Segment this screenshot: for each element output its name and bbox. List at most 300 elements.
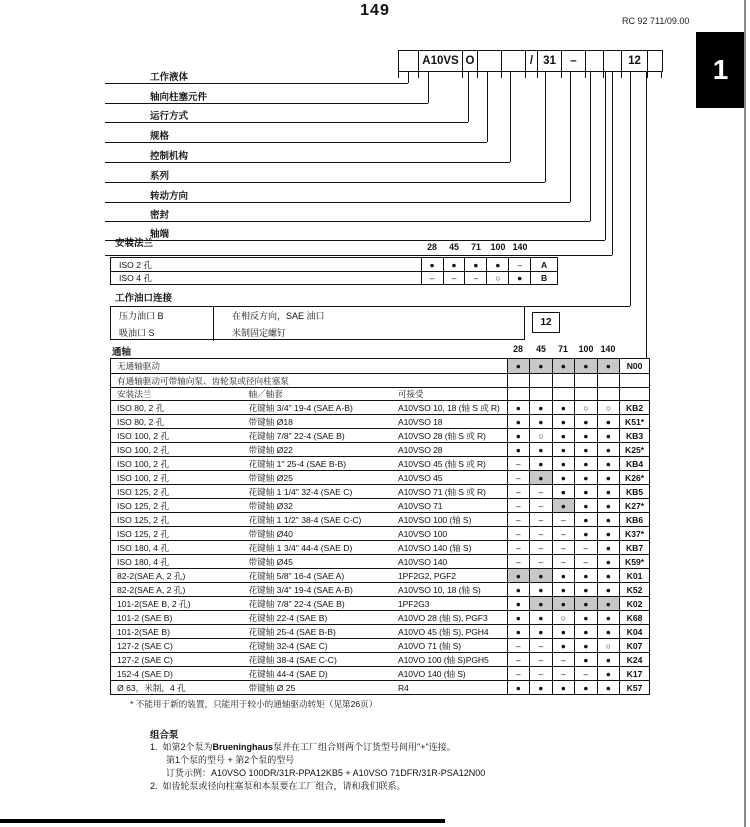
cell-shaft: 花键轴 5/8" 16-4 (SAE A) [248,570,345,581]
availability-cell: – [507,471,530,484]
cell-shaft: 花键轴 3/4" 19-4 (SAE A-B) [248,402,353,413]
availability-cell: – [421,272,443,284]
connector-vline [630,72,631,306]
cell-shaft: 花键轴 7/8" 22-4 (SAE B) [248,598,345,609]
code-cell-right: A [530,258,557,271]
availability-cell: ● [597,429,620,442]
availability-cell: ● [597,625,620,638]
cell-accepts: A10VSO 10, 18 (轴 S) [397,584,481,595]
code-label: 轴向柱塞元件 [150,92,208,103]
availability-cell: – [507,527,530,540]
code-label: 密封 [150,210,170,221]
availability-cell [574,388,597,400]
availability-cell: ● [574,359,597,373]
availability-cell: ● [574,471,597,484]
availability-cell: ● [574,625,597,638]
connector-hline [105,221,590,222]
availability-cell: ● [552,443,575,456]
availability-cell: ○ [574,401,597,414]
availability-cell [552,374,575,387]
cell-shaft: 带键轴 Ø 25 [248,682,296,693]
connector-vline [510,72,511,162]
order-code-cell: / [526,51,538,71]
page-number: 149 [360,2,390,19]
connector-vline [603,72,604,78]
cell-shaft: 花键轴 25-4 (SAE B-B) [248,626,336,637]
cell-flange: 82-2(SAE A, 2 孔) [117,570,186,581]
availability-cell: ● [597,415,620,428]
availability-cell: ● [486,258,508,271]
availability-cell: ● [507,359,530,373]
cell-shaft: 带键轴 Ø40 [248,528,293,539]
table-row [111,498,649,512]
connector-vline [477,72,478,78]
availability-cell: – [529,527,552,540]
cell-accepts: A10VSO 45 (轴 S 或 R) [397,458,486,469]
size-header: 100 [578,344,594,354]
cell-shaft: 花键轴 22-4 (SAE B) [248,612,328,623]
connector-vline [570,72,571,202]
code-cell-right: K57 [619,681,649,694]
availability-cell: – [552,513,575,526]
note-number: 1. [150,742,158,752]
availability-cell: – [529,513,552,526]
note-text: 泵并在工厂组合则两个订货型号间用"+"连接。 [273,742,456,752]
connector-vline [661,72,662,78]
page-right-border [744,0,746,827]
availability-cell: ● [529,597,552,610]
row-label: 无通轴驱动 [117,361,160,371]
availability-cell: ● [597,555,620,568]
cell-flange: ISO 180, 4 孔 [117,542,170,553]
size-header: 100 [490,242,506,252]
availability-cell: – [508,258,530,271]
availability-cell: – [574,541,597,554]
availability-cell: ● [507,443,530,456]
availability-cell: – [507,513,530,526]
cell-accepts: A10VSO 45 [397,472,443,483]
connector-vline [605,72,606,240]
table-row [111,271,557,284]
availability-cell: ● [597,681,620,694]
section-title-service-ports: 工作油口连接 [115,293,173,304]
table-row [111,470,649,484]
availability-cell: ● [552,597,575,610]
code-cell-right [619,374,649,387]
cell-flange: ISO 100, 2 孔 [117,458,170,469]
code-label: 转动方向 [150,191,189,202]
code-cell-right: K37* [619,527,649,540]
connector-vline [468,72,469,122]
table-row [111,610,649,624]
availability-cell: ● [597,569,620,582]
order-code-cell: A10VS [419,51,463,71]
availability-cell: ● [552,471,575,484]
availability-cell: ● [597,667,620,680]
cell-accepts: A10VSO 28 [397,444,443,455]
table-footnote: * 不能用于新的装置，只能用于较小的通轴驱动转矩（见第26页） [130,699,378,709]
cell-accepts: A10VO 28 (轴 S), PGF3 [397,612,488,623]
availability-cell: – [507,457,530,470]
flange-label: ISO 4 孔 [119,273,152,283]
port-description: 米制固定螺钉 [213,324,286,341]
cell-flange: Ø 63，米制，4 孔 [117,682,186,693]
code-cell-right: K52 [619,583,649,596]
cell-accepts: 1PF2G2, PGF2 [397,570,456,581]
cell-flange: ISO 125, 2 孔 [117,500,170,511]
availability-cell: ● [552,569,575,582]
availability-cell: – [529,499,552,512]
table-row [111,554,649,568]
availability-cell: – [529,653,552,666]
availability-cell: – [574,555,597,568]
availability-cell: ● [597,611,620,624]
table-row [111,568,649,582]
availability-cell: – [507,667,530,680]
availability-cell [597,388,620,400]
cell-shaft: 花键轴 1 3/4" 44-4 (SAE D) [248,542,353,553]
cell-shaft: 带键轴 Ø25 [248,472,293,483]
availability-cell: ● [597,513,620,526]
availability-cell: ● [552,457,575,470]
availability-cell: ● [529,401,552,414]
availability-cell: ● [552,359,575,373]
table-row [111,582,649,596]
cell-flange: ISO 80, 2 孔 [117,402,165,413]
availability-cell: ● [552,415,575,428]
availability-cell [529,388,552,400]
flange-label: ISO 2 孔 [119,259,152,270]
availability-cell: ● [552,499,575,512]
cell-shaft: 花键轴 1" 25-4 (SAE B-B) [248,458,347,469]
availability-cell: – [507,555,530,568]
availability-cell: ● [574,527,597,540]
availability-cell: ● [552,639,575,652]
availability-cell: ● [552,681,575,694]
availability-cell: ○ [597,639,620,652]
cell-accepts: A10VO 100 (轴 S)PGH5 [397,654,489,665]
availability-cell: ● [529,625,552,638]
code-cell-right: K17 [619,667,649,680]
cell-flange: ISO 80, 2 孔 [117,416,165,427]
order-code-cell [648,51,662,71]
note-line [150,740,456,753]
size-header: 71 [471,242,481,252]
availability-cell: ● [574,485,597,498]
availability-cell: ● [507,569,530,582]
cell-shaft: 带键轴 Ø18 [248,416,293,427]
code-cell-right [619,388,649,400]
cell-shaft: 花键轴 44-4 (SAE D) [248,668,328,679]
availability-cell: ● [529,583,552,596]
availability-cell: ● [597,443,620,456]
cell-flange: 安装法兰 [117,389,152,399]
port-description: 在相反方向，SAE 油口 [213,307,325,324]
cell-flange: 82-2(SAE A, 2 孔) [117,584,186,595]
availability-cell: ● [552,429,575,442]
availability-cell: – [552,541,575,554]
code-cell-right: K51* [619,415,649,428]
availability-cell: ● [574,513,597,526]
size-header: 71 [558,344,568,354]
order-code-cell: 31 [538,51,562,71]
connector-hline [105,103,428,104]
cell-accepts: A10VSO 10, 18 (轴 S 或 R) [397,402,500,413]
note-text: 订货示例：A10VSO 100DR/31R-PPA12KB5 + A10VSO 71DFR/31R-PSA12N00 [166,768,486,778]
availability-cell: – [464,272,486,284]
table-row [111,624,649,638]
availability-cell: ● [507,681,530,694]
availability-cell: ● [421,258,443,271]
connector-vline [590,72,591,221]
table-row [111,512,649,526]
size-header: 140 [512,242,528,252]
code-cell-right: K27* [619,499,649,512]
availability-cell: ● [574,681,597,694]
availability-cell: ○ [597,401,620,414]
availability-cell: ● [508,272,530,284]
code-cell-right: KB5 [619,485,649,498]
ports-code-box: 12 [532,312,560,333]
availability-cell: – [507,541,530,554]
connector-hline [105,162,510,163]
availability-cell: – [529,555,552,568]
note-number: 2. [150,781,158,791]
code-label: 工作液体 [150,72,189,83]
availability-cell: ● [529,443,552,456]
availability-cell: – [552,667,575,680]
size-header: 140 [600,344,616,354]
note-line [166,766,485,779]
cell-flange: 101-2 (SAE B) [117,612,173,623]
cell-accepts: 1PF2G3 [397,598,430,609]
connector-vline [398,72,399,78]
availability-cell: ○ [552,611,575,624]
cell-shaft: 带键轴 Ø45 [248,556,293,567]
table-row [111,258,557,271]
connector-vline [525,72,526,78]
availability-cell: ● [552,583,575,596]
code-cell-right: K68 [619,611,649,624]
page-bottom-bar [0,819,445,823]
availability-cell: ● [552,485,575,498]
cell-accepts: A10VSO 71 [397,500,443,511]
cell-accepts: 可接受 [397,389,424,399]
code-cell-right: KB4 [619,457,649,470]
table-row [111,484,649,498]
cell-flange: 127-2 (SAE C) [117,654,173,665]
availability-cell: ● [507,415,530,428]
cell-accepts: R4 [397,682,409,693]
size-header: 45 [536,344,546,354]
cell-flange: ISO 100, 2 孔 [117,430,170,441]
availability-cell: ○ [486,272,508,284]
code-cell-right: KB3 [619,429,649,442]
chapter-tab-number: 1 [712,54,729,85]
availability-cell: ● [507,401,530,414]
service-port-row [111,307,524,324]
code-label: 轴端 [150,229,170,240]
doc-reference: RC 92 711/09.00 [622,16,690,26]
row-label: 有通轴驱动可带轴向泵、齿轮泵或径向柱塞泵 [117,375,289,386]
availability-cell: ● [574,611,597,624]
availability-cell [529,374,552,387]
order-code-cell [399,51,419,71]
cell-flange: ISO 125, 2 孔 [117,528,170,539]
cell-shaft: 花键轴 1 1/4" 32-4 (SAE C) [248,486,353,497]
availability-cell: ● [529,457,552,470]
order-code-cell [502,51,526,71]
size-header: 28 [513,344,523,354]
code-cell-right: K24 [619,653,649,666]
connector-vline [545,72,546,182]
connector-vline [501,72,502,78]
cell-accepts: A10VO 140 (轴 S) [397,668,466,679]
availability-cell: ● [597,499,620,512]
connector-vline [487,72,488,142]
table-row [111,400,649,414]
table-row [111,359,649,373]
availability-cell: ● [529,359,552,373]
combination-pumps-notes [150,727,690,807]
availability-cell: ● [597,541,620,554]
availability-cell: ● [574,583,597,596]
availability-cell: ● [574,457,597,470]
availability-cell: – [529,639,552,652]
availability-cell: ● [552,401,575,414]
cell-flange: ISO 125, 2 孔 [117,486,170,497]
cell-shaft: 轴／轴套 [248,389,283,399]
availability-cell: – [552,653,575,666]
connector-hline [525,306,630,307]
code-cell-right: K01 [619,569,649,582]
note-line [166,753,294,766]
availability-cell: ● [574,569,597,582]
availability-cell [507,374,530,387]
order-code-cell: O [463,51,478,71]
code-cell-right: K26* [619,471,649,484]
connector-hline [105,122,468,123]
cell-shaft: 花键轴 3/4" 19-4 (SAE A-B) [248,584,353,595]
availability-cell: ● [597,457,620,470]
cell-accepts: A10VSO 100 (轴 S) [397,514,472,525]
availability-cell: – [443,272,465,284]
port-name: 吸油口 S [119,327,155,338]
table-row [111,456,649,470]
availability-cell: – [552,555,575,568]
table-row [111,652,649,666]
code-cell-right: KB6 [619,513,649,526]
availability-cell: ● [552,625,575,638]
connector-hline [105,83,408,84]
table-row [111,387,649,400]
availability-cell: – [507,653,530,666]
mounting-flange-table [110,257,558,285]
availability-cell: ● [574,653,597,666]
cell-shaft: 花键轴 1 1/2" 38-4 (SAE C-C) [248,514,362,525]
cell-accepts: A10VSO 140 (轴 S) [397,542,472,553]
connector-vline [537,72,538,78]
availability-cell: ○ [529,429,552,442]
code-cell-right: K04 [619,625,649,638]
availability-cell: ● [529,611,552,624]
cell-accepts: A10VSO 140 [397,556,448,567]
connector-hline [105,255,612,256]
availability-cell [552,388,575,400]
order-code-cell: 12 [622,51,648,71]
cell-accepts: A10VSO 71 (轴 S 或 R) [397,486,486,497]
availability-cell: ● [597,485,620,498]
connector-vline [428,72,429,103]
availability-cell: ● [597,597,620,610]
table-row [111,526,649,540]
code-label: 系列 [150,171,170,182]
code-cell-right: KB7 [619,541,649,554]
availability-cell: ● [529,681,552,694]
availability-cell: ● [529,415,552,428]
availability-cell [507,388,530,400]
availability-cell: – [529,485,552,498]
note-text: 第1个泵的型号 + 第2个泵的型号 [166,755,295,765]
service-port-row [111,324,524,341]
connector-vline [621,72,622,78]
availability-cell: ● [529,569,552,582]
availability-cell: – [529,667,552,680]
availability-cell: – [529,541,552,554]
connector-hline [105,202,570,203]
note-text: Brueninghaus [212,742,274,752]
size-header: 28 [427,242,437,252]
cell-accepts: A10VO 71 (轴 S) [397,640,462,651]
availability-cell: ● [507,625,530,638]
connector-vline [561,72,562,78]
availability-cell: – [507,485,530,498]
cell-flange: ISO 125, 2 孔 [117,514,170,525]
cell-shaft: 花键轴 38-4 (SAE C-C) [248,654,337,665]
connector-vline [418,72,419,78]
connector-hline [105,182,545,183]
section-title-combination-pumps: 组合泵 [150,730,179,741]
availability-cell: ● [507,597,530,610]
availability-cell: – [552,527,575,540]
note-line [150,779,406,792]
order-code-cell: – [562,51,586,71]
availability-cell: ● [574,429,597,442]
code-label: 运行方式 [150,111,189,122]
code-cell-right: K59* [619,555,649,568]
availability-cell: – [507,499,530,512]
connector-vline [612,72,613,255]
availability-cell: – [574,667,597,680]
availability-cell: ● [597,359,620,373]
code-cell-right: K25* [619,443,649,456]
service-ports-box [110,306,525,340]
availability-cell: ● [507,611,530,624]
availability-cell: ● [597,653,620,666]
table-row [111,596,649,610]
code-cell-right: KB2 [619,401,649,414]
connector-vline [462,72,463,78]
availability-cell: ● [597,583,620,596]
note-text: 如第2个泵为 [162,742,213,752]
code-cell-right: B [530,272,557,284]
cell-flange: ISO 180, 4 孔 [117,556,170,567]
availability-cell: ● [443,258,465,271]
availability-cell: ● [574,443,597,456]
connector-vline [646,72,647,358]
code-label: 控制机构 [150,151,189,162]
cell-flange: 101-2(SAE B, 2 孔) [117,598,191,609]
